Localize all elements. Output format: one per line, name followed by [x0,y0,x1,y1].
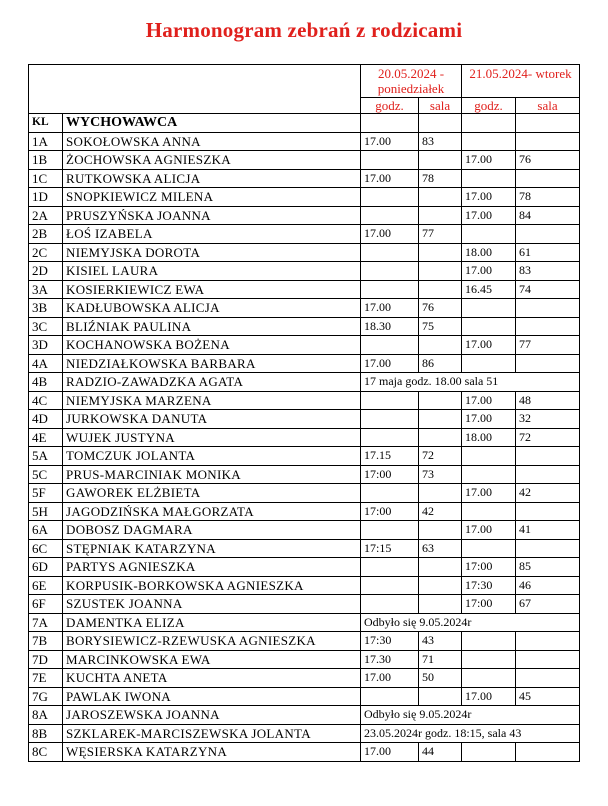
day2-time-cell: 16.45 [462,280,516,299]
page-title: Harmonogram zebrań z rodzicami [145,18,463,42]
teacher-name-cell: KADŁUBOWSKA ALICJA [63,299,361,318]
day1-room-cell [419,558,462,577]
table-row [29,243,580,262]
day1-room-cell [419,521,462,540]
day1-time-cell [361,410,419,429]
teacher-column-label: WYCHOWAWCA [63,114,361,133]
day1-room-cell: 42 [419,502,462,521]
day2-time-cell [462,169,516,188]
day1-time-cell: 17.00 [361,225,419,244]
table-row [29,687,580,706]
day2-time-cell: 17.00 [462,188,516,207]
table-row [29,336,580,355]
day1-room-cell: 63 [419,539,462,558]
class-cell: 5H [29,502,63,521]
day1-room-cell [419,336,462,355]
day2-time-cell [462,317,516,336]
teacher-name-cell: NIEDZIAŁKOWSKA BARBARA [63,354,361,373]
day2-room-cell [516,669,580,688]
day1-time-cell [361,428,419,447]
day1-room-cell [419,262,462,281]
table-row [29,595,580,614]
teacher-name-cell: JAGODZIŃSKA MAŁGORZATA [63,502,361,521]
class-cell: 5F [29,484,63,503]
class-cell: 8B [29,724,63,743]
kl-column-label: KL [29,114,63,133]
day1-time-cell [361,280,419,299]
day2-room-cell: 46 [516,576,580,595]
teacher-name-cell: NIEMYJSKA MARZENA [63,391,361,410]
table-row [29,188,580,207]
day1-time-cell: 17.00 [361,132,419,151]
table-row [29,724,580,743]
teacher-name-cell: NIEMYJSKA DOROTA [63,243,361,262]
day1-godz-header: godz. [361,98,419,114]
day1-time-cell [361,206,419,225]
day2-room-cell: 84 [516,206,580,225]
table-row [29,132,580,151]
day1-room-cell [419,206,462,225]
day2-time-cell: 17.00 [462,484,516,503]
day1-time-cell [361,687,419,706]
table-row [29,650,580,669]
day1-time-cell: 17:30 [361,632,419,651]
day1-time-cell [361,243,419,262]
day2-room-cell [516,299,580,318]
day2-room-cell: 76 [516,151,580,170]
teacher-name-cell: PAWLAK IWONA [63,687,361,706]
teacher-name-cell: STĘPNIAK KATARZYNA [63,539,361,558]
class-cell: 6F [29,595,63,614]
day2-room-cell: 72 [516,428,580,447]
day1-room-cell [419,280,462,299]
table-row [29,354,580,373]
day2-room-cell: 67 [516,595,580,614]
schedule-table [28,64,580,762]
teacher-name-cell: SNOPKIEWICZ MILENA [63,188,361,207]
table-row [29,558,580,577]
class-cell: 8C [29,743,63,762]
day2-room-cell: 77 [516,336,580,355]
day2-room-cell [516,132,580,151]
day2-time-cell [462,632,516,651]
teacher-name-cell: KUCHTA ANETA [63,669,361,688]
class-cell: 6D [29,558,63,577]
day1-time-cell [361,336,419,355]
table-row [29,280,580,299]
class-cell: 3B [29,299,63,318]
teacher-name-cell: SOKOŁOWSKA ANNA [63,132,361,151]
table-row [29,447,580,466]
class-cell: 4C [29,391,63,410]
table-row [29,706,580,725]
day2-room-cell [516,447,580,466]
class-cell: 2A [29,206,63,225]
day1-room-cell: 83 [419,132,462,151]
day2-room-cell [516,539,580,558]
class-cell: 1B [29,151,63,170]
teacher-name-cell: KOSIERKIEWICZ EWA [63,280,361,299]
class-cell: 6A [29,521,63,540]
day1-room-cell [419,410,462,429]
day2-room-cell: 61 [516,243,580,262]
empty-cell [516,114,580,133]
day2-godz-header: godz. [462,98,516,114]
day2-time-cell: 17:30 [462,576,516,595]
day1-time-cell: 17.00 [361,743,419,762]
day1-time-cell: 17:00 [361,465,419,484]
teacher-name-cell: PARTYS AGNIESZKA [63,558,361,577]
table-row [29,262,580,281]
empty-cell [462,114,516,133]
day2-room-cell [516,169,580,188]
day2-time-cell [462,539,516,558]
day1-room-cell: 44 [419,743,462,762]
column-label-row [29,114,580,133]
note-cell: Odbyło się 9.05.2024r [361,613,580,632]
day2-room-cell: 45 [516,687,580,706]
day1-time-cell [361,595,419,614]
day2-room-cell: 42 [516,484,580,503]
day2-room-cell: 83 [516,262,580,281]
class-cell: 7A [29,613,63,632]
day2-room-cell [516,650,580,669]
day1-time-cell: 17.00 [361,169,419,188]
class-cell: 4B [29,373,63,392]
table-row [29,669,580,688]
day2-time-cell [462,669,516,688]
header-corner [29,65,361,114]
day2-time-cell: 18.00 [462,243,516,262]
class-cell: 8A [29,706,63,725]
note-cell: Odbyło się 9.05.2024r [361,706,580,725]
day2-room-cell [516,317,580,336]
day1-room-cell: 78 [419,169,462,188]
day2-time-cell: 17.00 [462,262,516,281]
teacher-name-cell: DAMENTKA ELIZA [63,613,361,632]
teacher-name-cell: ŁOŚ IZABELA [63,225,361,244]
teacher-name-cell: JURKOWSKA DANUTA [63,410,361,429]
day1-room-cell [419,484,462,503]
class-cell: 7D [29,650,63,669]
day1-time-cell [361,576,419,595]
day2-time-cell: 17:00 [462,558,516,577]
day1-room-cell: 71 [419,650,462,669]
day2-time-cell [462,447,516,466]
class-cell: 3A [29,280,63,299]
day2-time-cell [462,465,516,484]
day2-room-cell [516,632,580,651]
class-cell: 2C [29,243,63,262]
class-cell: 6C [29,539,63,558]
teacher-name-cell: BORYSIEWICZ-RZEWUSKA AGNIESZKA [63,632,361,651]
day2-sala-header: sala [516,98,580,114]
teacher-name-cell: WUJEK JUSTYNA [63,428,361,447]
teacher-name-cell: WĘSIERSKA KATARZYNA [63,743,361,762]
teacher-name-cell: RUTKOWSKA ALICJA [63,169,361,188]
table-row [29,206,580,225]
class-cell: 1A [29,132,63,151]
class-cell: 2D [29,262,63,281]
day2-time-cell: 17.00 [462,206,516,225]
class-cell: 4A [29,354,63,373]
table-row [29,428,580,447]
note-cell: 17 maja godz. 18.00 sala 51 [361,373,580,392]
class-cell: 2B [29,225,63,244]
day1-room-cell [419,188,462,207]
table-row [29,632,580,651]
teacher-name-cell: PRUS-MARCINIAK MONIKA [63,465,361,484]
teacher-name-cell: PRUSZYŃSKA JOANNA [63,206,361,225]
day1-time-cell: 18.30 [361,317,419,336]
day2-time-cell: 17.00 [462,391,516,410]
table-row [29,743,580,762]
day1-time-cell: 17.00 [361,354,419,373]
class-cell: 7E [29,669,63,688]
day2-time-cell: 17.00 [462,151,516,170]
teacher-name-cell: RADZIO-ZAWADZKA AGATA [63,373,361,392]
header-row-dates [29,65,580,98]
class-cell: 3C [29,317,63,336]
day2-time-cell [462,743,516,762]
day2-time-cell: 17:00 [462,595,516,614]
table-row [29,391,580,410]
class-cell: 1D [29,188,63,207]
class-cell: 4E [29,428,63,447]
table-row [29,410,580,429]
table-row [29,539,580,558]
table-row [29,484,580,503]
day1-time-cell: 17.00 [361,669,419,688]
day1-time-cell: 17.00 [361,299,419,318]
table-row [29,169,580,188]
table-row [29,502,580,521]
day2-room-cell: 78 [516,188,580,207]
class-cell: 7B [29,632,63,651]
day1-room-cell [419,391,462,410]
teacher-name-cell: KISIEL LAURA [63,262,361,281]
table-row [29,576,580,595]
class-cell: 4D [29,410,63,429]
day2-header: 21.05.2024- wtorek [462,65,580,98]
teacher-name-cell: KORPUSIK-BORKOWSKA AGNIESZKA [63,576,361,595]
table-row [29,225,580,244]
day2-time-cell: 17.00 [462,410,516,429]
day1-header: 20.05.2024 - poniedziałek [361,65,462,98]
day1-room-cell [419,151,462,170]
day2-time-cell [462,299,516,318]
table-row [29,613,580,632]
day1-room-cell [419,687,462,706]
empty-cell [361,114,419,133]
day1-room-cell: 76 [419,299,462,318]
day1-room-cell [419,243,462,262]
day2-time-cell: 18.00 [462,428,516,447]
day1-time-cell [361,558,419,577]
teacher-name-cell: GAWOREK ELŻBIETA [63,484,361,503]
table-row [29,317,580,336]
day2-room-cell [516,465,580,484]
day1-time-cell: 17:00 [361,502,419,521]
teacher-name-cell: SZKLAREK-MARCISZEWSKA JOLANTA [63,724,361,743]
day1-sala-header: sala [419,98,462,114]
teacher-name-cell: DOBOSZ DAGMARA [63,521,361,540]
class-cell: 3D [29,336,63,355]
class-cell: 1C [29,169,63,188]
day1-time-cell [361,391,419,410]
class-cell: 7G [29,687,63,706]
teacher-name-cell: BLIŹNIAK PAULINA [63,317,361,336]
day2-room-cell [516,225,580,244]
day2-room-cell [516,502,580,521]
day2-time-cell [462,502,516,521]
day1-room-cell: 86 [419,354,462,373]
teacher-name-cell: SZUSTEK JOANNA [63,595,361,614]
day2-room-cell [516,743,580,762]
day2-room-cell: 74 [516,280,580,299]
table-row [29,151,580,170]
day2-time-cell [462,132,516,151]
day1-room-cell: 73 [419,465,462,484]
day1-room-cell: 72 [419,447,462,466]
day1-room-cell: 75 [419,317,462,336]
day2-room-cell [516,354,580,373]
teacher-name-cell: JAROSZEWSKA JOANNA [63,706,361,725]
day1-room-cell: 50 [419,669,462,688]
class-cell: 5C [29,465,63,484]
day1-room-cell: 43 [419,632,462,651]
day2-time-cell: 17.00 [462,336,516,355]
day2-time-cell [462,225,516,244]
day2-room-cell: 85 [516,558,580,577]
day1-time-cell [361,188,419,207]
table-row [29,465,580,484]
table-row [29,299,580,318]
day2-room-cell: 48 [516,391,580,410]
day2-time-cell: 17.00 [462,521,516,540]
day1-time-cell [361,484,419,503]
day2-time-cell [462,354,516,373]
day2-room-cell: 41 [516,521,580,540]
day1-time-cell: 17.30 [361,650,419,669]
day2-time-cell [462,650,516,669]
table-row [29,373,580,392]
empty-cell [419,114,462,133]
day1-room-cell [419,428,462,447]
day1-time-cell: 17:15 [361,539,419,558]
day2-time-cell: 17.00 [462,687,516,706]
table-row [29,521,580,540]
day1-room-cell [419,576,462,595]
day1-time-cell [361,151,419,170]
day1-time-cell [361,521,419,540]
teacher-name-cell: TOMCZUK JOLANTA [63,447,361,466]
day1-room-cell [419,595,462,614]
day2-room-cell: 32 [516,410,580,429]
class-cell: 5A [29,447,63,466]
day1-room-cell: 77 [419,225,462,244]
teacher-name-cell: ŻOCHOWSKA AGNIESZKA [63,151,361,170]
teacher-name-cell: KOCHANOWSKA BOŻENA [63,336,361,355]
day1-time-cell [361,262,419,281]
class-cell: 6E [29,576,63,595]
day1-time-cell: 17.15 [361,447,419,466]
note-cell: 23.05.2024r godz. 18:15, sala 43 [361,724,580,743]
teacher-name-cell: MARCINKOWSKA EWA [63,650,361,669]
